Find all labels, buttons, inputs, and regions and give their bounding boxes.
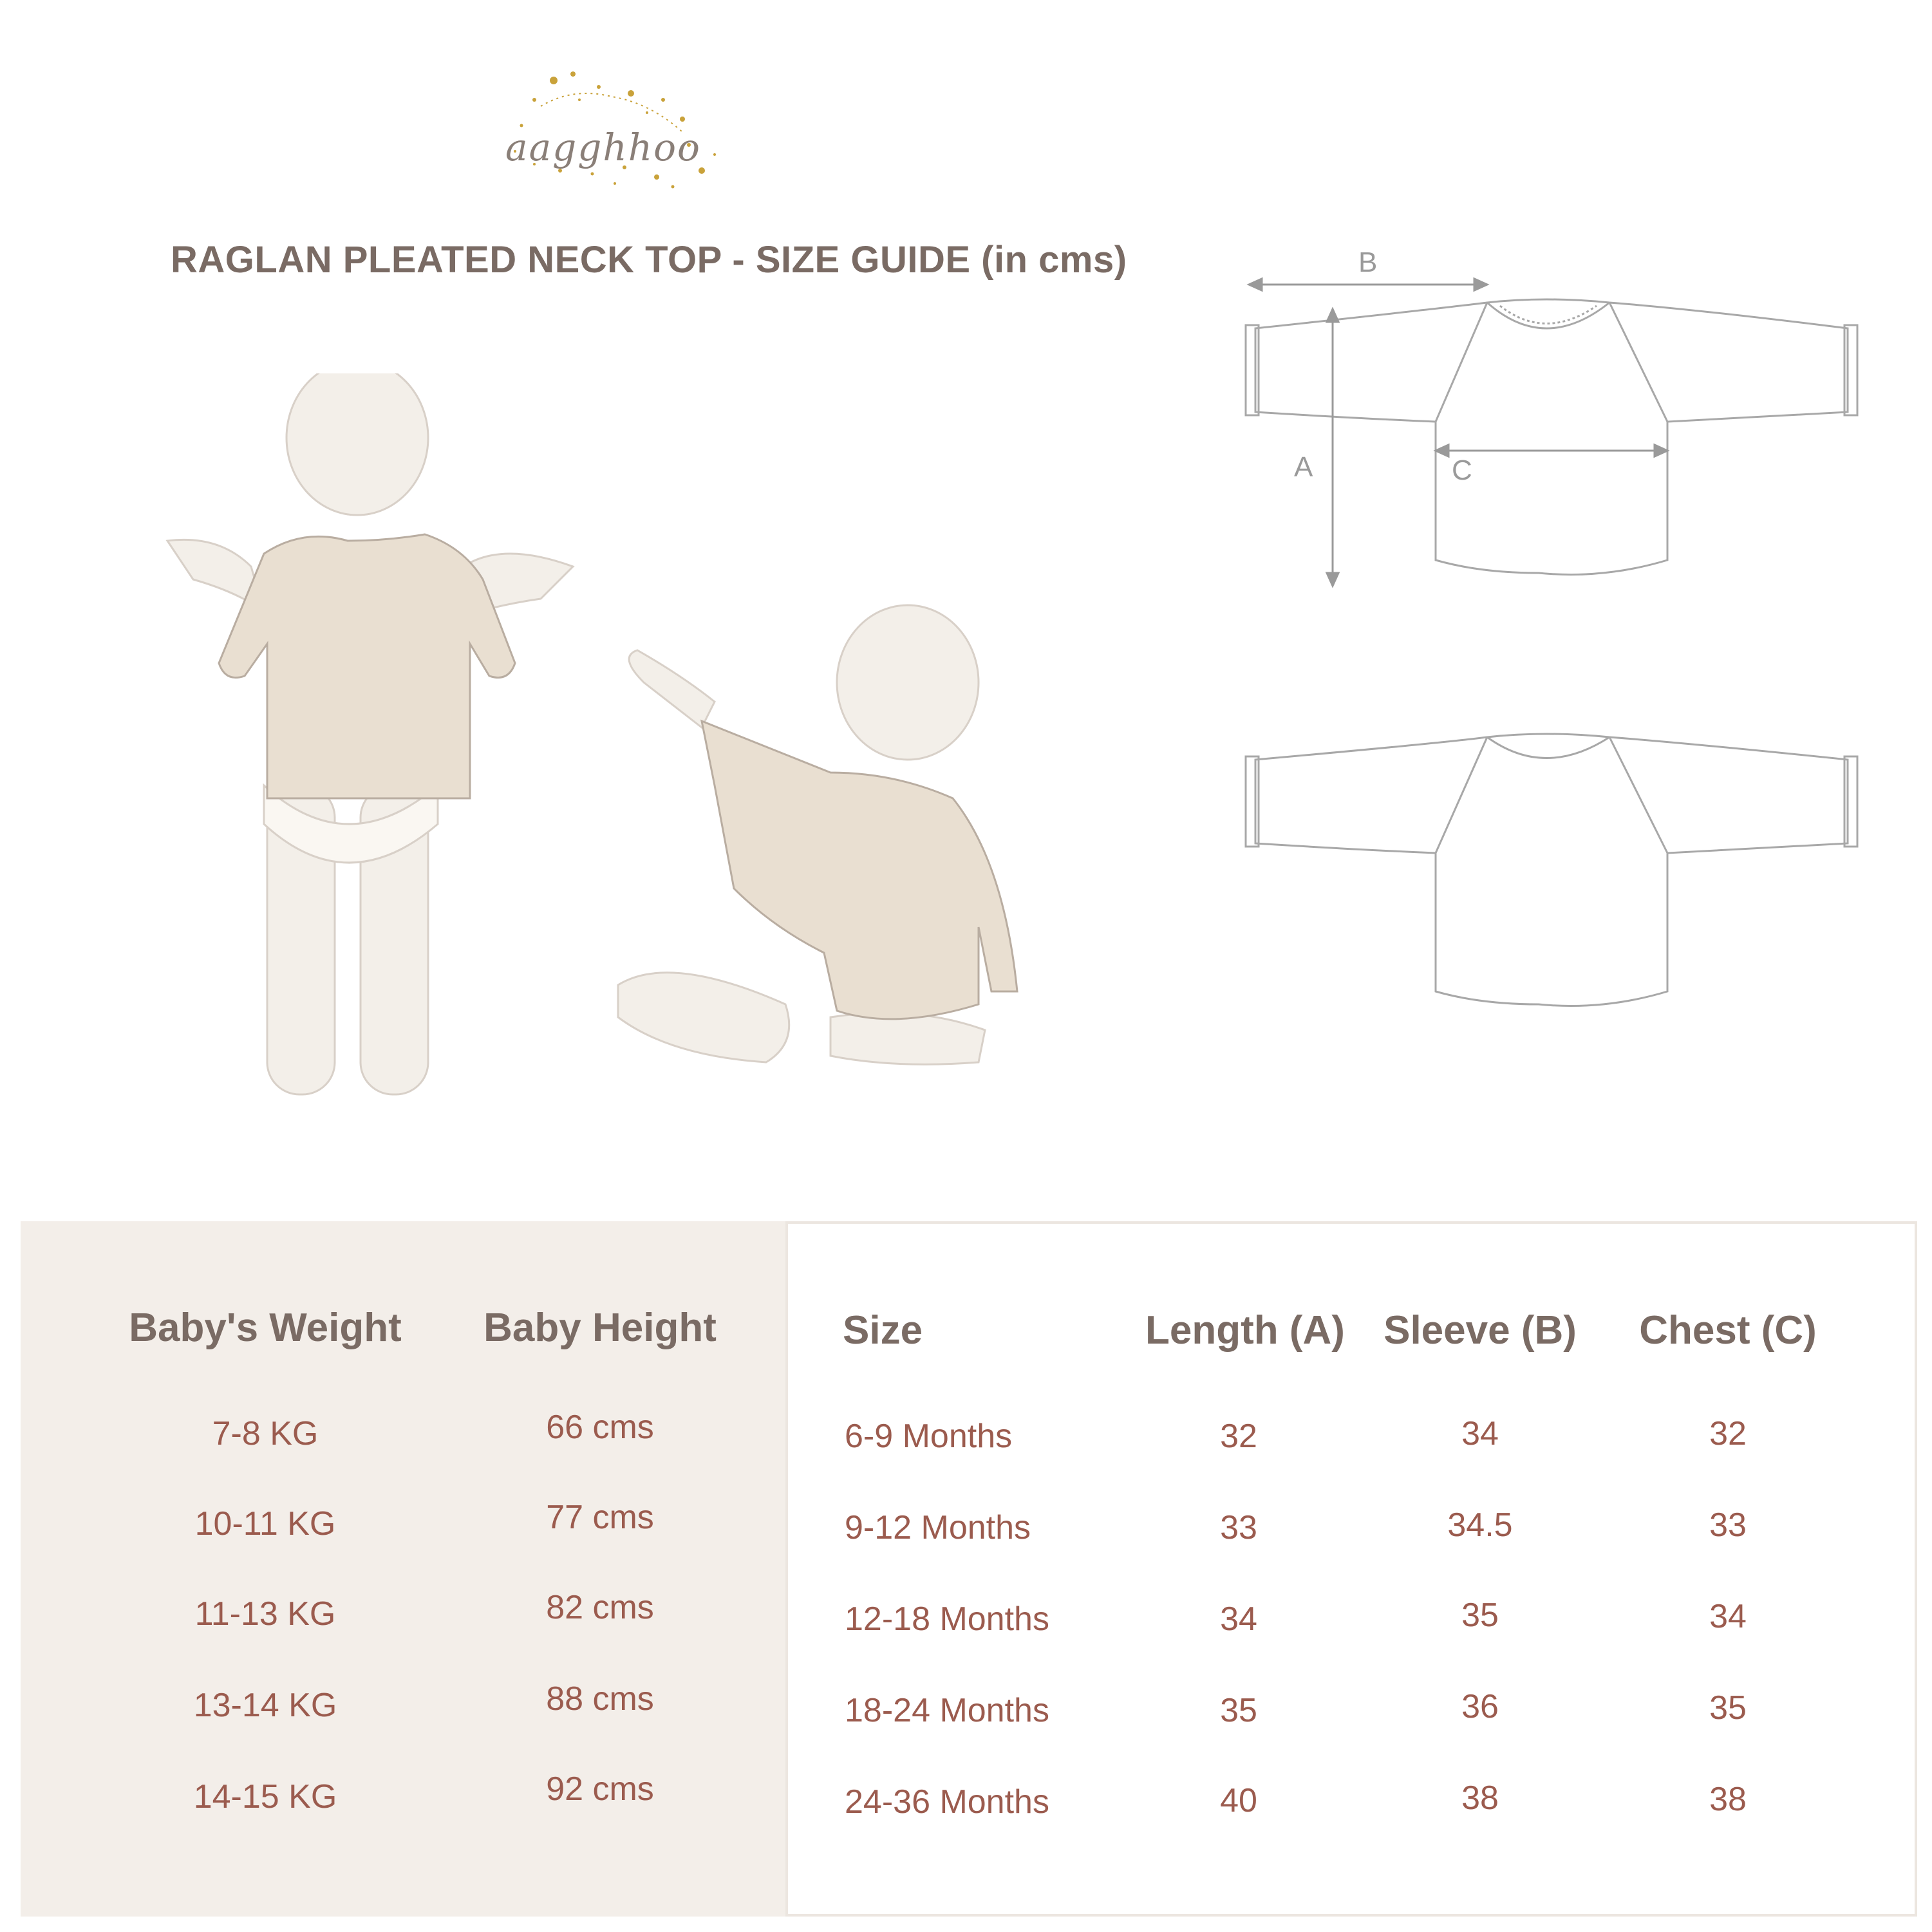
garment-front-outline xyxy=(1255,299,1848,575)
logo-wordmark: aagghhoo xyxy=(505,126,701,169)
label-c: C xyxy=(1452,455,1472,486)
height-row-3: 82 cms xyxy=(546,1589,654,1626)
weight-row-3: 11-13 KG xyxy=(194,1595,336,1633)
measurement-arrows xyxy=(1249,279,1667,586)
sleeve-row-4: 36 xyxy=(1461,1688,1499,1725)
height-row-4: 88 cms xyxy=(546,1680,654,1718)
baby-measurements-panel xyxy=(21,1221,785,1917)
weight-row-2: 10-11 KG xyxy=(194,1505,336,1543)
header-sleeve: Sleeve (B) xyxy=(1383,1308,1577,1353)
page-title: RAGLAN PLEATED NECK TOP - SIZE GUIDE (in cms) xyxy=(171,239,1127,281)
size-row-3: 12-18 Months xyxy=(845,1600,1049,1638)
height-row-2: 77 cms xyxy=(546,1499,654,1536)
garment-diagrams xyxy=(1243,238,1886,1036)
header-baby-height: Baby Height xyxy=(483,1306,717,1350)
size-row-2: 9-12 Months xyxy=(845,1509,1031,1546)
sleeve-row-1: 34 xyxy=(1461,1415,1499,1452)
brand-logo xyxy=(496,61,727,196)
header-babys-weight: Baby's Weight xyxy=(129,1306,402,1350)
label-a: A xyxy=(1294,451,1313,483)
weight-row-1: 7-8 KG xyxy=(212,1415,319,1452)
length-row-2: 33 xyxy=(1220,1509,1257,1546)
weight-row-4: 13-14 KG xyxy=(193,1687,337,1724)
length-row-5: 40 xyxy=(1220,1782,1257,1819)
header-size: Size xyxy=(843,1308,923,1353)
sleeve-row-2: 34.5 xyxy=(1447,1506,1513,1544)
header-chest: Chest (C) xyxy=(1639,1308,1817,1353)
weight-row-5: 14-15 KG xyxy=(193,1778,337,1815)
sitting-baby-top xyxy=(702,721,1017,1019)
height-row-1: 66 cms xyxy=(546,1409,654,1446)
length-row-3: 34 xyxy=(1220,1600,1257,1638)
chest-row-4: 35 xyxy=(1709,1689,1747,1727)
label-b: B xyxy=(1358,247,1378,278)
size-row-5: 24-36 Months xyxy=(845,1783,1049,1821)
size-row-4: 18-24 Months xyxy=(845,1692,1049,1729)
sleeve-row-5: 38 xyxy=(1461,1779,1499,1817)
sleeve-row-3: 35 xyxy=(1461,1597,1499,1634)
garment-back-outline xyxy=(1255,734,1848,1006)
header-length: Length (A) xyxy=(1145,1308,1345,1353)
size-row-1: 6-9 Months xyxy=(845,1418,1013,1455)
chest-row-3: 34 xyxy=(1709,1598,1747,1635)
length-row-4: 35 xyxy=(1220,1692,1257,1729)
baby-illustrations xyxy=(155,373,1088,1120)
chest-row-5: 38 xyxy=(1709,1781,1747,1818)
chest-row-1: 32 xyxy=(1709,1415,1747,1452)
length-row-1: 32 xyxy=(1220,1418,1257,1455)
height-row-5: 92 cms xyxy=(546,1770,654,1808)
standing-baby-top xyxy=(219,534,515,798)
chest-row-2: 33 xyxy=(1709,1506,1747,1544)
size-chart-panel xyxy=(785,1221,1917,1917)
